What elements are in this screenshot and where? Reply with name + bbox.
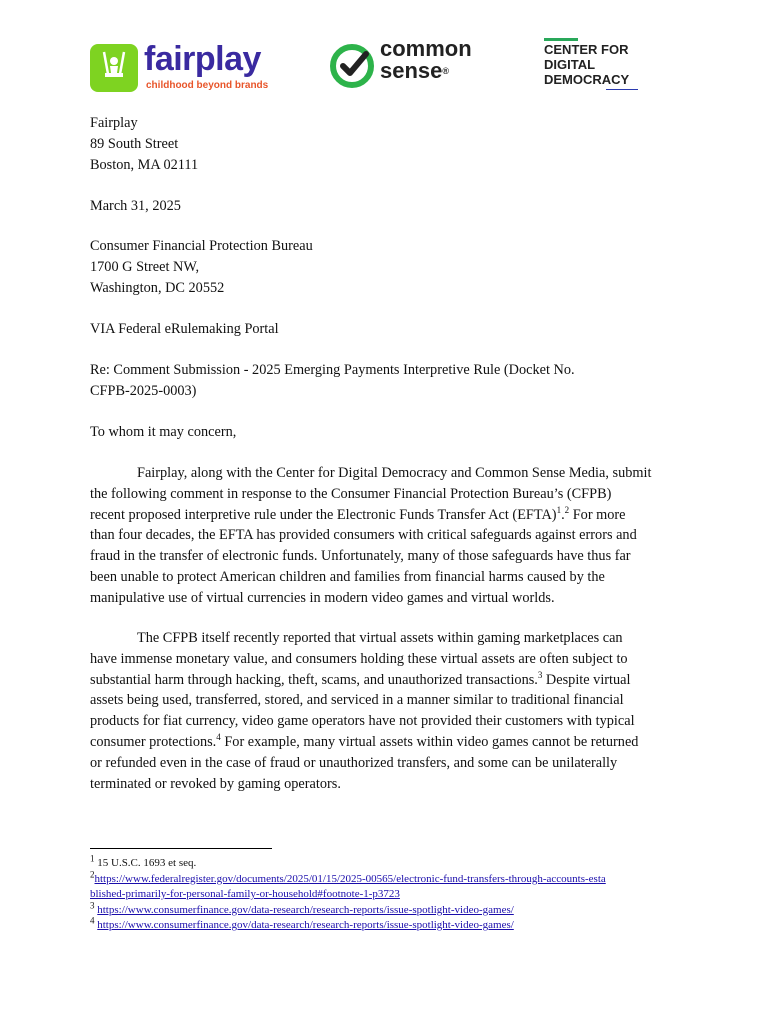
re-line: Re: Comment Submission - 2025 Emerging Payments Interpretive Rule (Docket No. CFPB-2025-0003) xyxy=(90,362,575,399)
swing-icon xyxy=(90,44,138,92)
footnote-3-link[interactable]: https://www.consumerfinance.gov/data-research/research-reports/issue-spotlight-video-games/ xyxy=(97,903,514,916)
footnote-ref-4: 4 xyxy=(216,732,221,743)
footnote-2-link-cont[interactable]: blished-primarily-for-personal-family-or-household#footnote-1-p3723 xyxy=(90,888,400,900)
footnote-ref-1: 1 xyxy=(556,504,562,515)
fairplay-wordmark: fairplay xyxy=(144,40,261,78)
letter-date: March 31, 2025 xyxy=(90,198,181,214)
checkmark-icon xyxy=(328,42,376,90)
footnote-3: $^3$ https://www.consumerfinance.gov/data-research/research-reports/issue-spotlight-video-games/ xyxy=(90,899,514,916)
footnote-divider xyxy=(90,848,272,849)
body-paragraph-1: Fairplay, along with the Center for Digital Democracy and Common Sense Media, submit the following comment in response to the Consumer Financial Protection Bureau’s (CFPB) recent proposed interpretive rule under the Electronic Funds Transfer Act (EFTA)$^1$.$^2$ For more than four decades, the EFTA has provided consumers with critical safeguards against errors and fraud in the transfer of electronic funds. Unfortunately, many of those safeguards have thus far been unable to protect American children and families from financial harms caused by the manipulative use of virtual currencies in modern video games and virtual worlds. xyxy=(90,465,652,606)
salutation: To whom it may concern, xyxy=(90,424,237,440)
common-sense-wordmark: common sense® xyxy=(380,36,472,83)
footnote-4-link[interactable]: https://www.consumerfinance.gov/data-research/research-reports/issue-spotlight-video-games/ xyxy=(97,919,514,931)
logo-row xyxy=(90,36,650,98)
footnote-ref-3: 3 xyxy=(537,669,543,680)
fairplay-logo xyxy=(90,40,280,96)
footnote-ref-2: 2 xyxy=(564,504,570,515)
footnote-4: $^4$ https://www.consumerfinance.gov/data-research/research-reports/issue-spotlight-video-games/ xyxy=(90,915,514,931)
common-sense-logo xyxy=(328,36,498,92)
footnote-1: $^1$ 15 U.S.C. 1693 et seq. xyxy=(90,853,197,869)
via-line: VIA Federal eRulemaking Portal xyxy=(90,321,279,337)
sender-address: Fairplay 89 South Street Boston, MA 02111 xyxy=(90,115,199,173)
cdd-accent-bar xyxy=(544,38,578,41)
fairplay-tagline: childhood beyond brands xyxy=(146,80,269,91)
body-paragraph-2: The CFPB itself recently reported that virtual assets within gaming marketplaces can have immense monetary value, and consumers holding these virtual assets are often subject to substantial harm through hacking, theft, scams, and unauthorized transactions.$^3$ Despite virtual assets being used, transferred, stored, and serviced in a manner similar to traditional financial products for fiat currency, video game operators have not provided their customers with typical consumer protections.$^4$ For example, many virtual assets within video games cannot be returned or refunded even in the case of fraud or unauthorized transfers, and some can be unilaterally terminated or revoked by gaming operators. xyxy=(90,630,639,792)
footnotes xyxy=(90,853,690,934)
cdd-wordmark: CENTER FOR DIGITAL DEMOCRACY xyxy=(544,42,630,87)
cdd-logo xyxy=(544,38,654,96)
recipient-address: Consumer Financial Protection Bureau 1700 G Street NW, Washington, DC 20552 xyxy=(90,238,313,296)
footnote-2: $^2$https://www.federalregister.gov/documents/2025/01/15/2025-00565/electronic-fund-transfers-through-accounts-esta xyxy=(90,868,606,885)
footnote-2-link[interactable]: https://www.federalregister.gov/documents/2025/01/15/2025-00565/electronic-fund-transfers-through-accounts-esta xyxy=(94,872,606,885)
cdd-underline xyxy=(606,89,638,90)
